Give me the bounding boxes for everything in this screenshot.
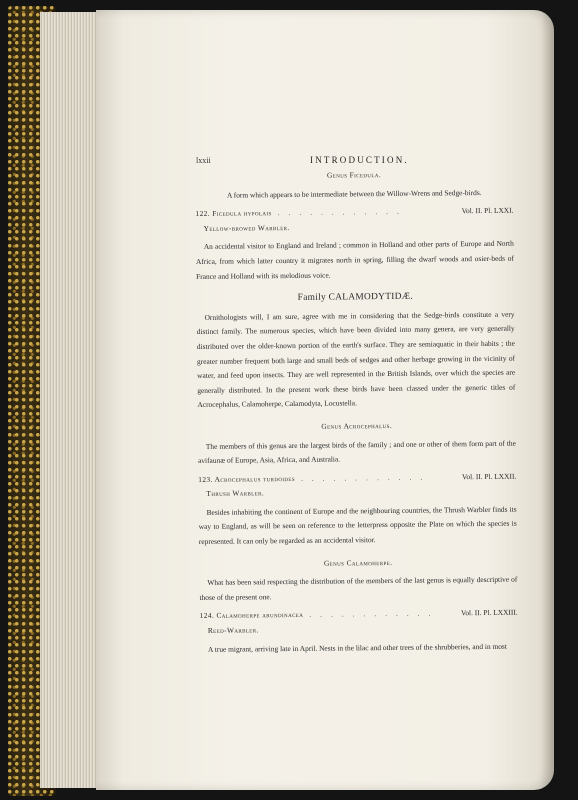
leader-dots: ............ — [300, 472, 432, 483]
species-name: 122. Ficedula hypolais — [195, 208, 272, 219]
page-text — [195, 167, 518, 658]
plate-reference: Vol. II. Pl. LXXIII. — [460, 608, 518, 618]
page-number: lxxii — [196, 156, 211, 165]
species-name: 123. Acrocephalus turdoides — [198, 473, 296, 484]
paragraph-family: Ornithologists will, I am sure, agree with me in considering that the Sedge-birds constitute a very distinct family. The numerous species, which have been divided into many genera, are very generally distributed over the older-known portion of the earth's surface. They are semiaquatic in their habits ; the greater number frequent both large and small beds of sedges and other herbage growing in the vicinity of water, and feed upon insects. They are well represented in the British Islands, over which the species are generally distributed. In the present work these birds have been classed under the generic titles of Acrocephalus, Calamoherpe, Calamodyta, Locustella. — [196, 309, 516, 410]
plate-reference: Vol. II. Pl. LXXI. — [461, 205, 514, 216]
genus-heading-ficedula: Genus Ficedula. — [326, 170, 382, 180]
genus-heading-acrocephalus: Genus Acrocephalus. — [321, 420, 393, 431]
leader-dots: ............ — [277, 206, 408, 218]
paragraph-124: A true migrant, arriving late in April. Nests in the lilac and other trees of the shrubberies, and in most — [207, 641, 507, 654]
plate-reference: Vol. II. Pl. LXXII. — [461, 471, 517, 481]
paragraph-calamoherpe: What has been said respecting the distribution of the members of the last genus is equally descriptive of those of the present one. — [199, 574, 518, 602]
family-heading: Family CALAMODYTIDÆ. — [297, 291, 414, 304]
genus-heading-calamoherpe: Genus Calamoherpe. — [323, 557, 393, 568]
paragraph-acrocephalus: The members of this genus are the largest birds of the family ; and one or other of them form part of the avifaunæ of Europe, Asia, Africa, and Australia. — [197, 438, 516, 466]
paragraph-123: Besides inhabiting the continent of Europe and the neighbouring countries, the Thrush Warbler finds its way to England, as will be seen on reference to the letterpress opposite the Plate on which the species is represented. It can only be regarded as an accidental visitor. — [198, 504, 517, 547]
common-name-123: Thrush Warbler. — [206, 488, 265, 499]
running-head: INTRODUCTION. — [310, 155, 409, 165]
genus-description-ficedula: A form which appears to be intermediate between the Willow-Wrens and Sedge-birds. — [226, 187, 482, 200]
common-name-122: Yellow-browed Warbler. — [203, 222, 290, 233]
leader-dots: ............ — [309, 608, 440, 620]
species-name: 124. Calamoherpe arundinacea — [199, 610, 304, 621]
common-name-124: Reed-Warbler. — [207, 625, 259, 635]
paragraph-122: An accidental visitor to England and Ireland ; common in Holland and other parts of Europe and North Africa, from which latter country it migrates north in spring, filling the dwarf woods and osier-beds of France and Holland with its melodious voice. — [195, 239, 514, 281]
